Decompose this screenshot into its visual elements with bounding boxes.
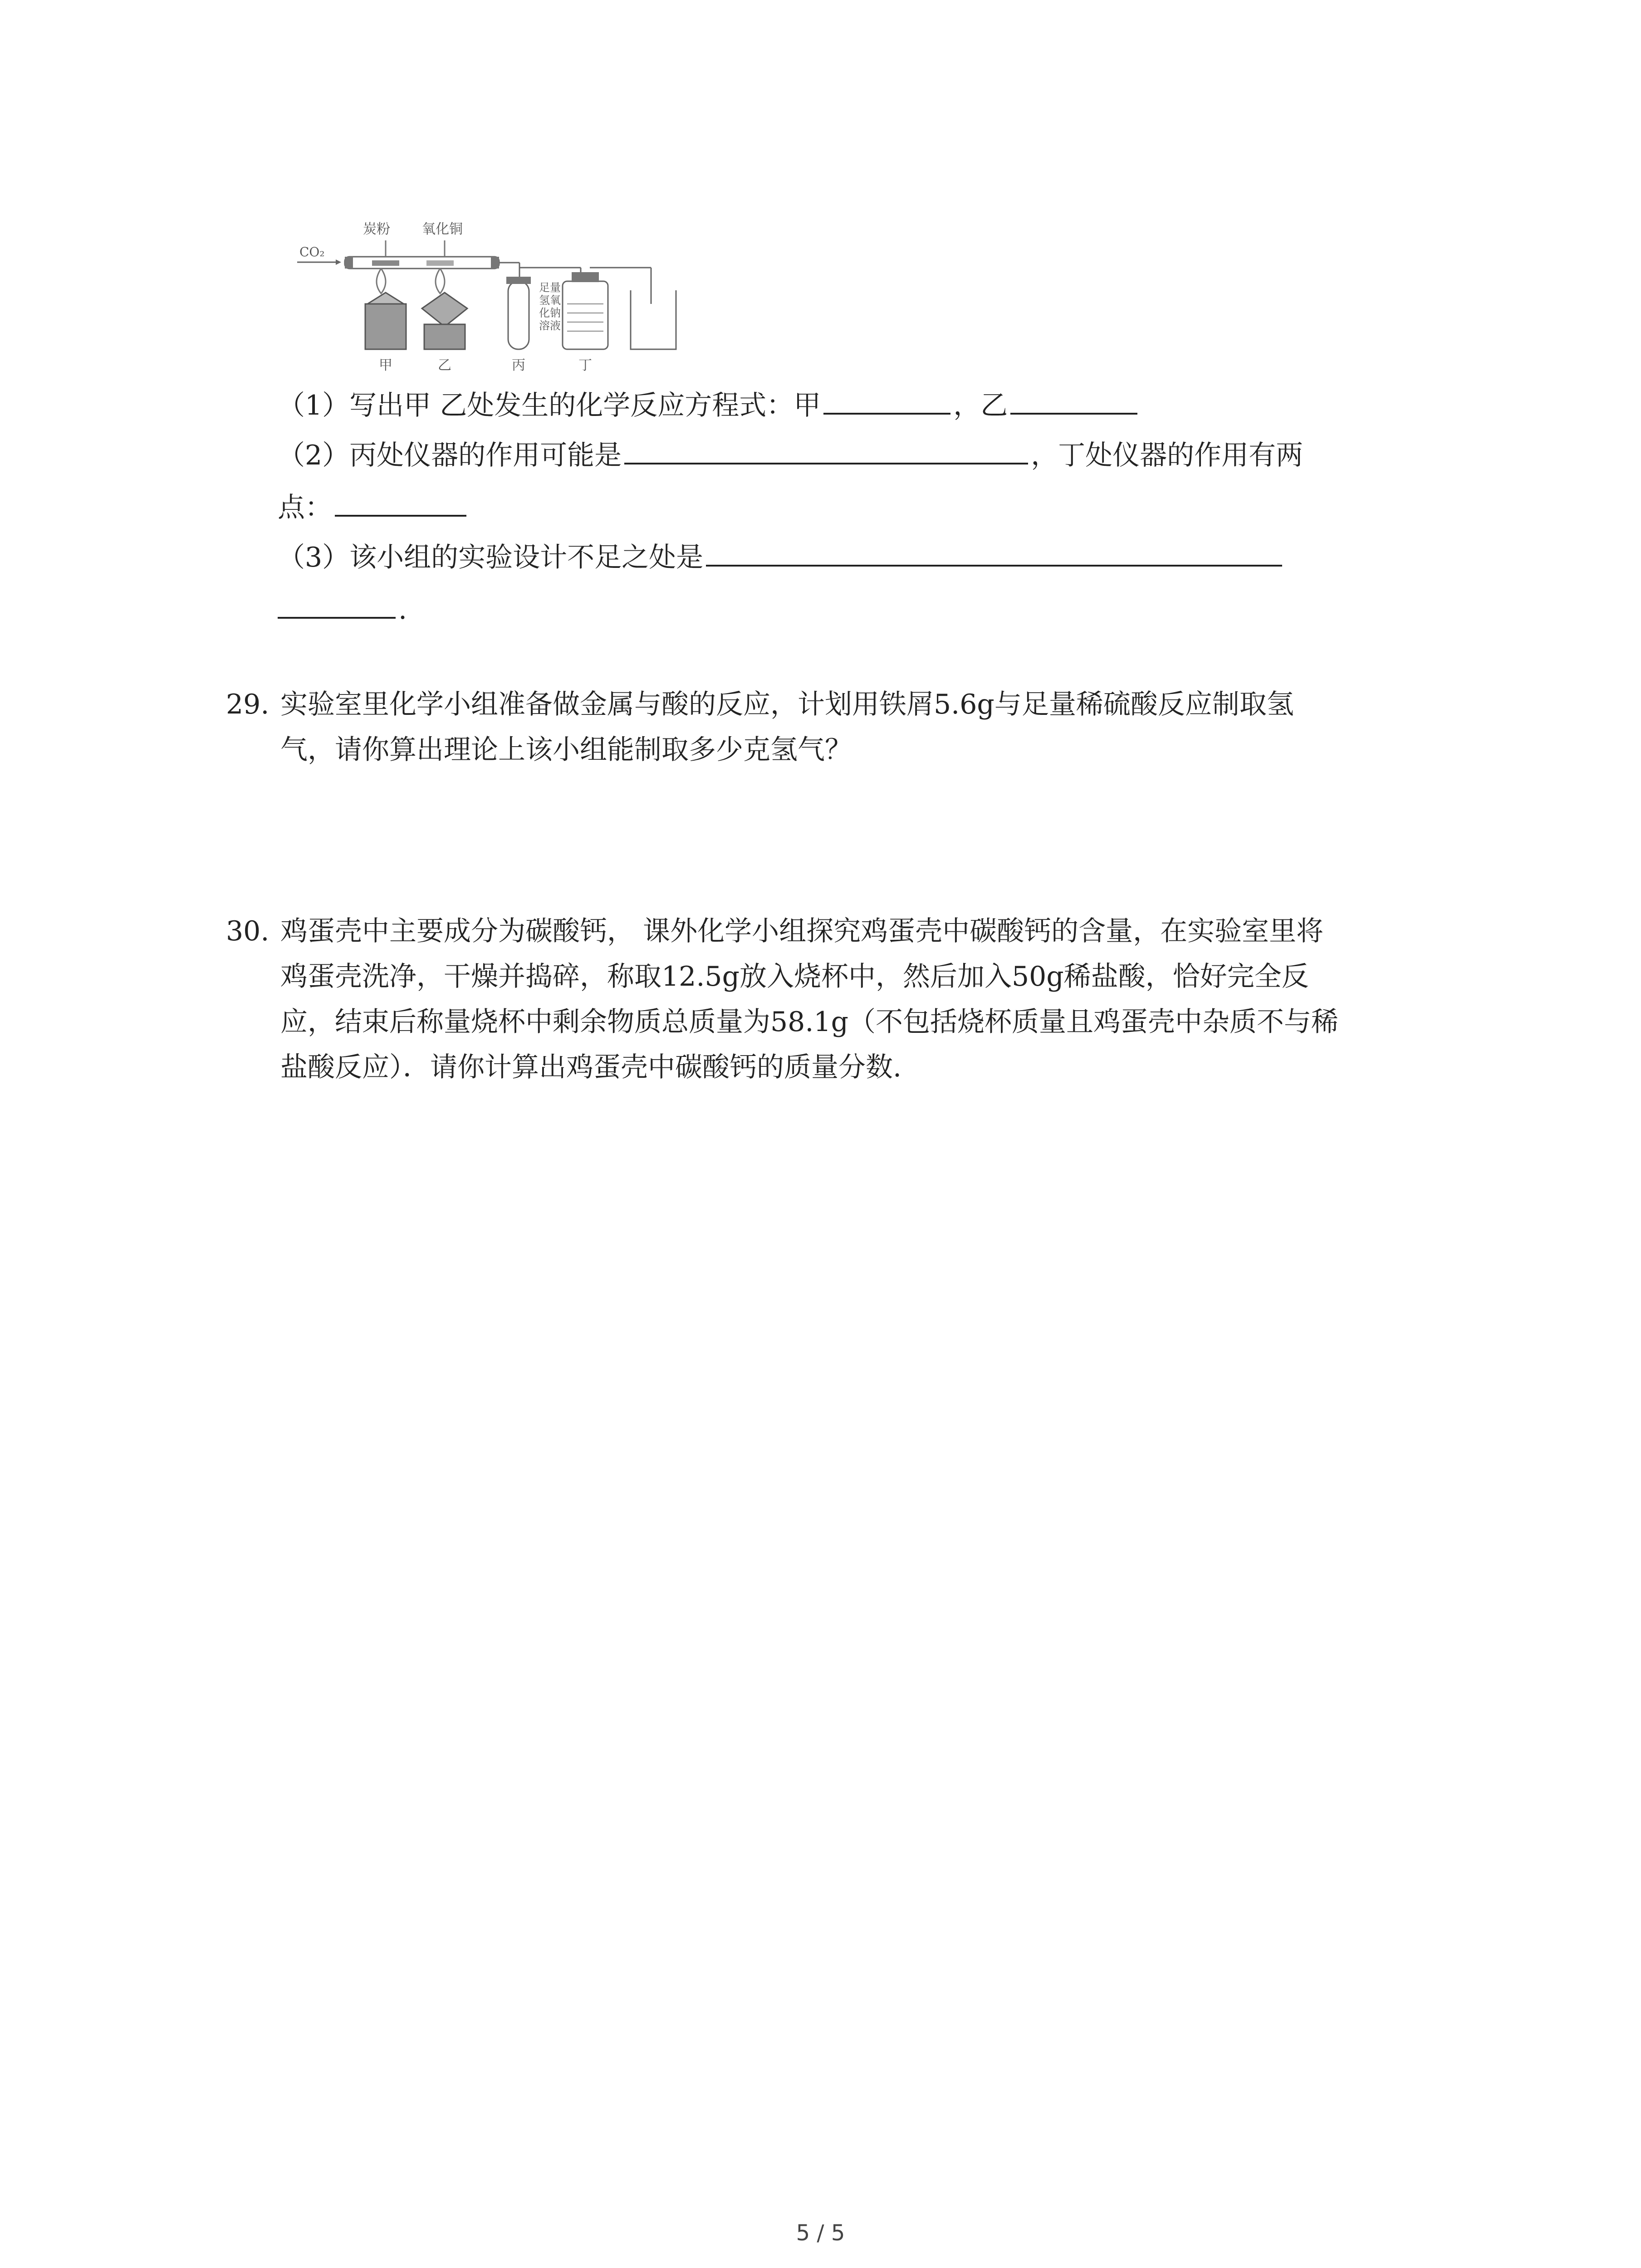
jia-label: 甲 [379,357,392,373]
page-number: 5 / 5 [796,2220,845,2246]
answer-blank-yi[interactable] [1010,386,1137,415]
q28-sub1 [278,386,1140,425]
copper-oxide-label: 氧化铜 [422,221,463,237]
q28-sub2-text-c: 点： [278,492,332,523]
co2-label: CO₂ [299,244,325,259]
answer-blank-ding[interactable] [335,488,466,517]
q29-line-2: 气，请你算出理论上该小组能制取多少克氢气？ [280,734,852,766]
q28-sub1-text-a: （1）写出甲 乙处发生的化学反应方程式：甲 [278,390,821,421]
apparatus-diagram [272,213,726,376]
q28-sub3-text: （3）该小组的实验设计不足之处是 [278,542,704,573]
q28-sub3-end: . [398,594,407,626]
q28-sub1-text-b: ，乙 [953,390,1008,421]
naoh-label-4: 溶液 [539,319,561,332]
answer-blank-deficiency[interactable] [706,538,1282,567]
q28-sub3 [278,538,1285,577]
q30-line-4: 盐酸反应）．请你计算出鸡蛋壳中碳酸钙的质量分数. [280,1051,902,1083]
answer-blank-deficiency-cont[interactable] [278,590,396,619]
q28-sub2-text-a: （2）丙处仪器的作用可能是 [278,440,622,471]
q30-line-1: 鸡蛋壳中主要成分为碳酸钙， 课外化学小组探究鸡蛋壳中碳酸钙的含量，在实验室里将 [280,915,1324,947]
q29-number: 29. [226,689,269,720]
q30-line-2: 鸡蛋壳洗净，干燥并捣碎，称取12.5g放入烧杯中，然后加入50g稀盐酸，恰好完全反 [280,961,1309,992]
q28-sub2-text-b: ，丁处仪器的作用有两 [1031,440,1303,471]
carbon-powder-label: 炭粉 [363,221,390,237]
naoh-label-3: 化钠 [539,307,561,319]
naoh-label-1: 足量 [539,281,561,294]
naoh-label-2: 氢氧 [539,294,561,307]
q30-line-3: 应，结束后称量烧杯中剩余物质总质量为58.1g（不包括烧杯质量且鸡蛋壳中杂质不与稀 [280,1006,1338,1038]
q30-number: 30. [226,915,269,947]
bing-label: 丙 [512,357,525,373]
q29-line-1: 实验室里化学小组准备做金属与酸的反应，计划用铁屑5.6g与足量稀硫酸反应制取氢 [280,689,1294,720]
yi-label: 乙 [438,357,451,373]
answer-blank-bing[interactable] [624,435,1028,464]
apparatus-figure [272,213,726,376]
q28-sub3-cont [278,590,407,629]
answer-blank-jia[interactable] [823,386,950,415]
ding-label: 丁 [578,357,592,373]
q28-sub2 [278,435,1303,475]
q28-sub2-cont [278,488,469,527]
